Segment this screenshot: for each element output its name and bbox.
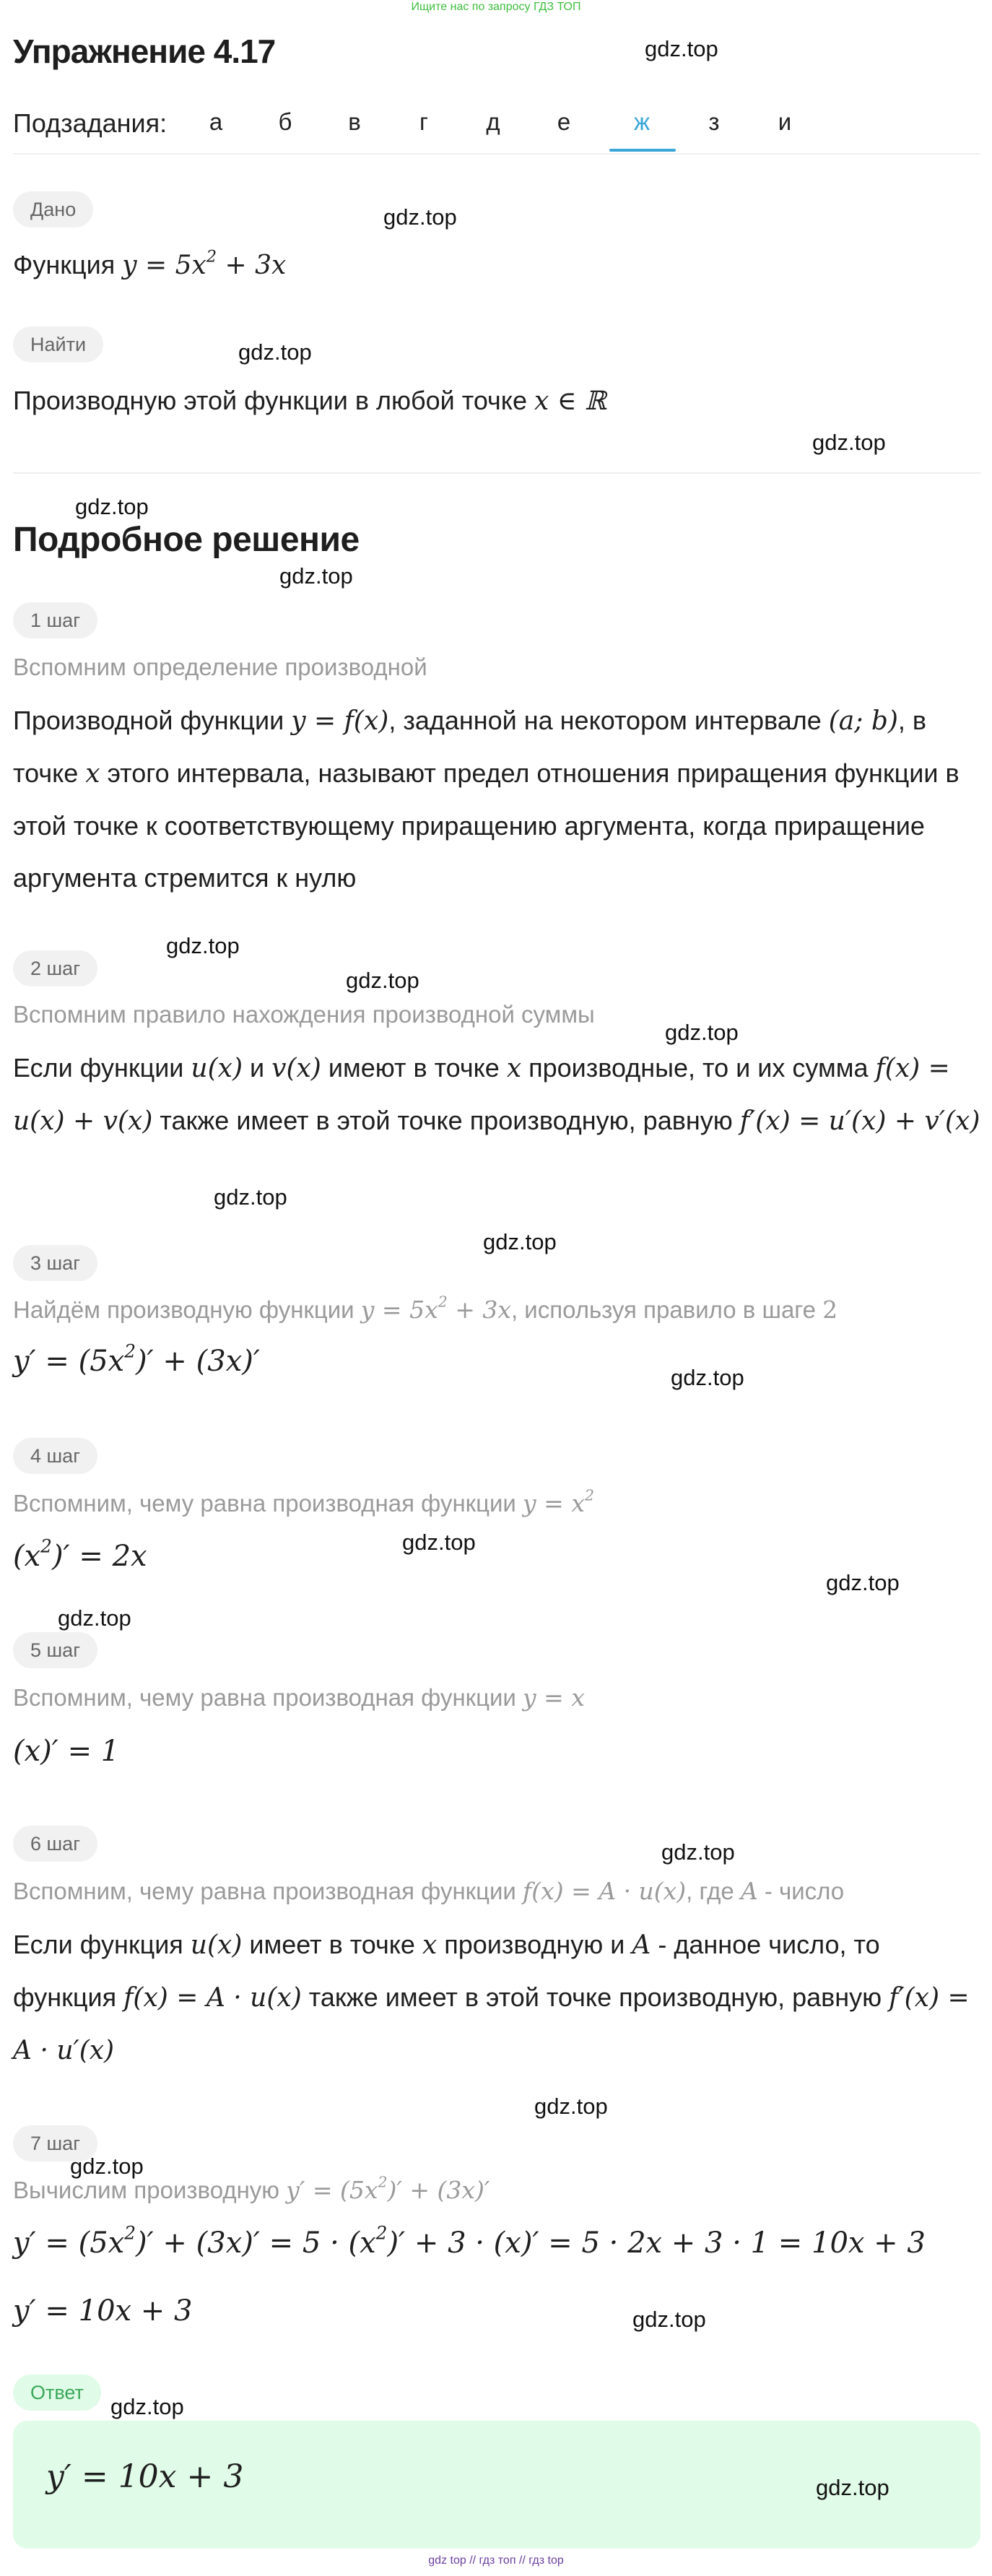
tab-z[interactable]: з — [708, 108, 720, 135]
step-6-hint: Вспомним, чему равна производная функции f(x) = A · u(x), где A - число — [13, 1877, 845, 1905]
watermark: gdz.top — [110, 2394, 184, 2419]
tab-g[interactable]: г — [419, 108, 429, 135]
tab-i[interactable]: и — [778, 108, 792, 135]
step-4-hint: Вспомним, чему равна производная функции $y = x^2$ — [13, 1486, 594, 1517]
given-formula: $y = 5x^2 + 3x$ — [122, 247, 287, 280]
watermark: gdz.top — [238, 339, 312, 365]
tab-zh[interactable]: ж — [633, 108, 651, 135]
step-2-text: Если функции u(x) и v(x) имеют в точке x производные, то и их сумма f(x) = u(x) + v(x) также имеет в этой точке производную, равную f′(x) = u′(x) + v′(x) — [13, 1053, 980, 1136]
step-2-hint: Вспомним правило нахождения производной суммы — [13, 1001, 595, 1028]
step-7-hint: Вычислим производную $y' = (5x^2)' + (3x)'$ — [13, 2173, 490, 2204]
given-text: Функция $y = 5x^2 + 3x$ — [13, 247, 287, 280]
page-title: Упражнение 4.17 — [13, 32, 276, 70]
step-3-hint: Найдём производную функции $y = 5x^2 + 3x$, используя правило в шаге 2 — [13, 1293, 838, 1324]
watermark: gdz.top — [632, 2307, 706, 2332]
find-formula: x ∈ ℝ — [534, 386, 606, 416]
active-tab-indicator — [609, 149, 676, 152]
step-4-badge: 4 шаг — [13, 1438, 97, 1474]
tab-e[interactable]: е — [557, 108, 571, 135]
watermark: gdz.top — [534, 2094, 608, 2119]
watermark: gdz.top — [402, 1530, 476, 1555]
watermark: gdz.top — [661, 1839, 735, 1865]
watermark: gdz.top — [214, 1184, 287, 1210]
subtasks-divider — [13, 153, 980, 155]
step-7-badge: 7 шаг — [13, 2125, 97, 2161]
watermark: gdz.top — [671, 1365, 744, 1390]
answer-badge: Ответ — [13, 2375, 101, 2411]
footer: gdz top // гдз топ // гдз top — [428, 2554, 564, 2567]
step-7-formula-1: $y' = (5x^2)' + (3x)' = 5 \cdot (x^2)' + 3 \cdot (x)' = 5 \cdot 2x + 3 \cdot 1 = 10x + 3$ — [13, 2222, 926, 2260]
watermark: gdz.top — [665, 1020, 739, 1045]
watermark: gdz.top — [166, 933, 240, 958]
step-6-text: Если функция u(x) имеет в точке x производную и A - данное число, то функция f(x) = A · u(x) также имеет в этой точке производную, равную f′(x) = A · u′(x) — [13, 1930, 970, 2065]
watermark: gdz.top — [483, 1229, 557, 1254]
tab-d[interactable]: д — [486, 108, 500, 135]
step-6-badge: 6 шаг — [13, 1826, 97, 1862]
find-badge: Найти — [13, 326, 103, 363]
watermark: gdz.top — [383, 204, 457, 230]
step-1-badge: 1 шаг — [13, 602, 97, 638]
answer-formula: y′ = 10x + 3 — [46, 2458, 244, 2495]
watermark: gdz.top — [70, 2154, 144, 2179]
step-7-formula-2: y′ = 10x + 3 — [13, 2294, 193, 2328]
watermark: gdz.top — [812, 430, 886, 455]
given-badge: Дано — [13, 191, 93, 227]
solution-title: Подробное решение — [13, 521, 360, 559]
watermark: gdz.top — [826, 1570, 900, 1595]
tab-v[interactable]: в — [348, 108, 361, 135]
step-3-formula: $y' = (5x^2)' + (3x)'$ — [13, 1340, 260, 1378]
watermark: gdz.top — [346, 968, 419, 993]
watermark: gdz.top — [645, 36, 718, 61]
step-5-hint: Вспомним, чему равна производная функции y = x — [13, 1683, 585, 1712]
section-divider — [13, 472, 980, 474]
find-text: Производную этой функции в любой точке x ∈ ℝ — [13, 386, 606, 416]
step-5-badge: 5 шаг — [13, 1632, 97, 1668]
watermark: gdz.top — [58, 1605, 131, 1631]
subtasks-label: Подзадания: — [13, 108, 167, 138]
tab-a[interactable]: а — [209, 108, 223, 135]
step-4-formula: $(x^2)' = 2x$ — [13, 1535, 147, 1573]
watermark: gdz.top — [75, 494, 149, 519]
tab-b[interactable]: б — [278, 108, 292, 135]
watermark: gdz.top — [279, 563, 353, 589]
top-note: Ищите нас по запросу ГДЗ ТОП — [411, 1, 581, 13]
step-1-text: Производной функции y = f(x), заданной на некотором интервале (a; b), в точке x этого интервала, называют предел отношения приращения функции в этой точке к соответствующему приращению аргумента, когда приращение аргумента стремится к нулю — [13, 706, 960, 893]
watermark: gdz.top — [816, 2475, 889, 2500]
step-3-badge: 3 шаг — [13, 1245, 97, 1281]
step-2-badge: 2 шаг — [13, 950, 97, 986]
step-5-formula: (x)′ = 1 — [13, 1735, 120, 1768]
step-1-hint: Вспомним определение производной — [13, 654, 427, 680]
